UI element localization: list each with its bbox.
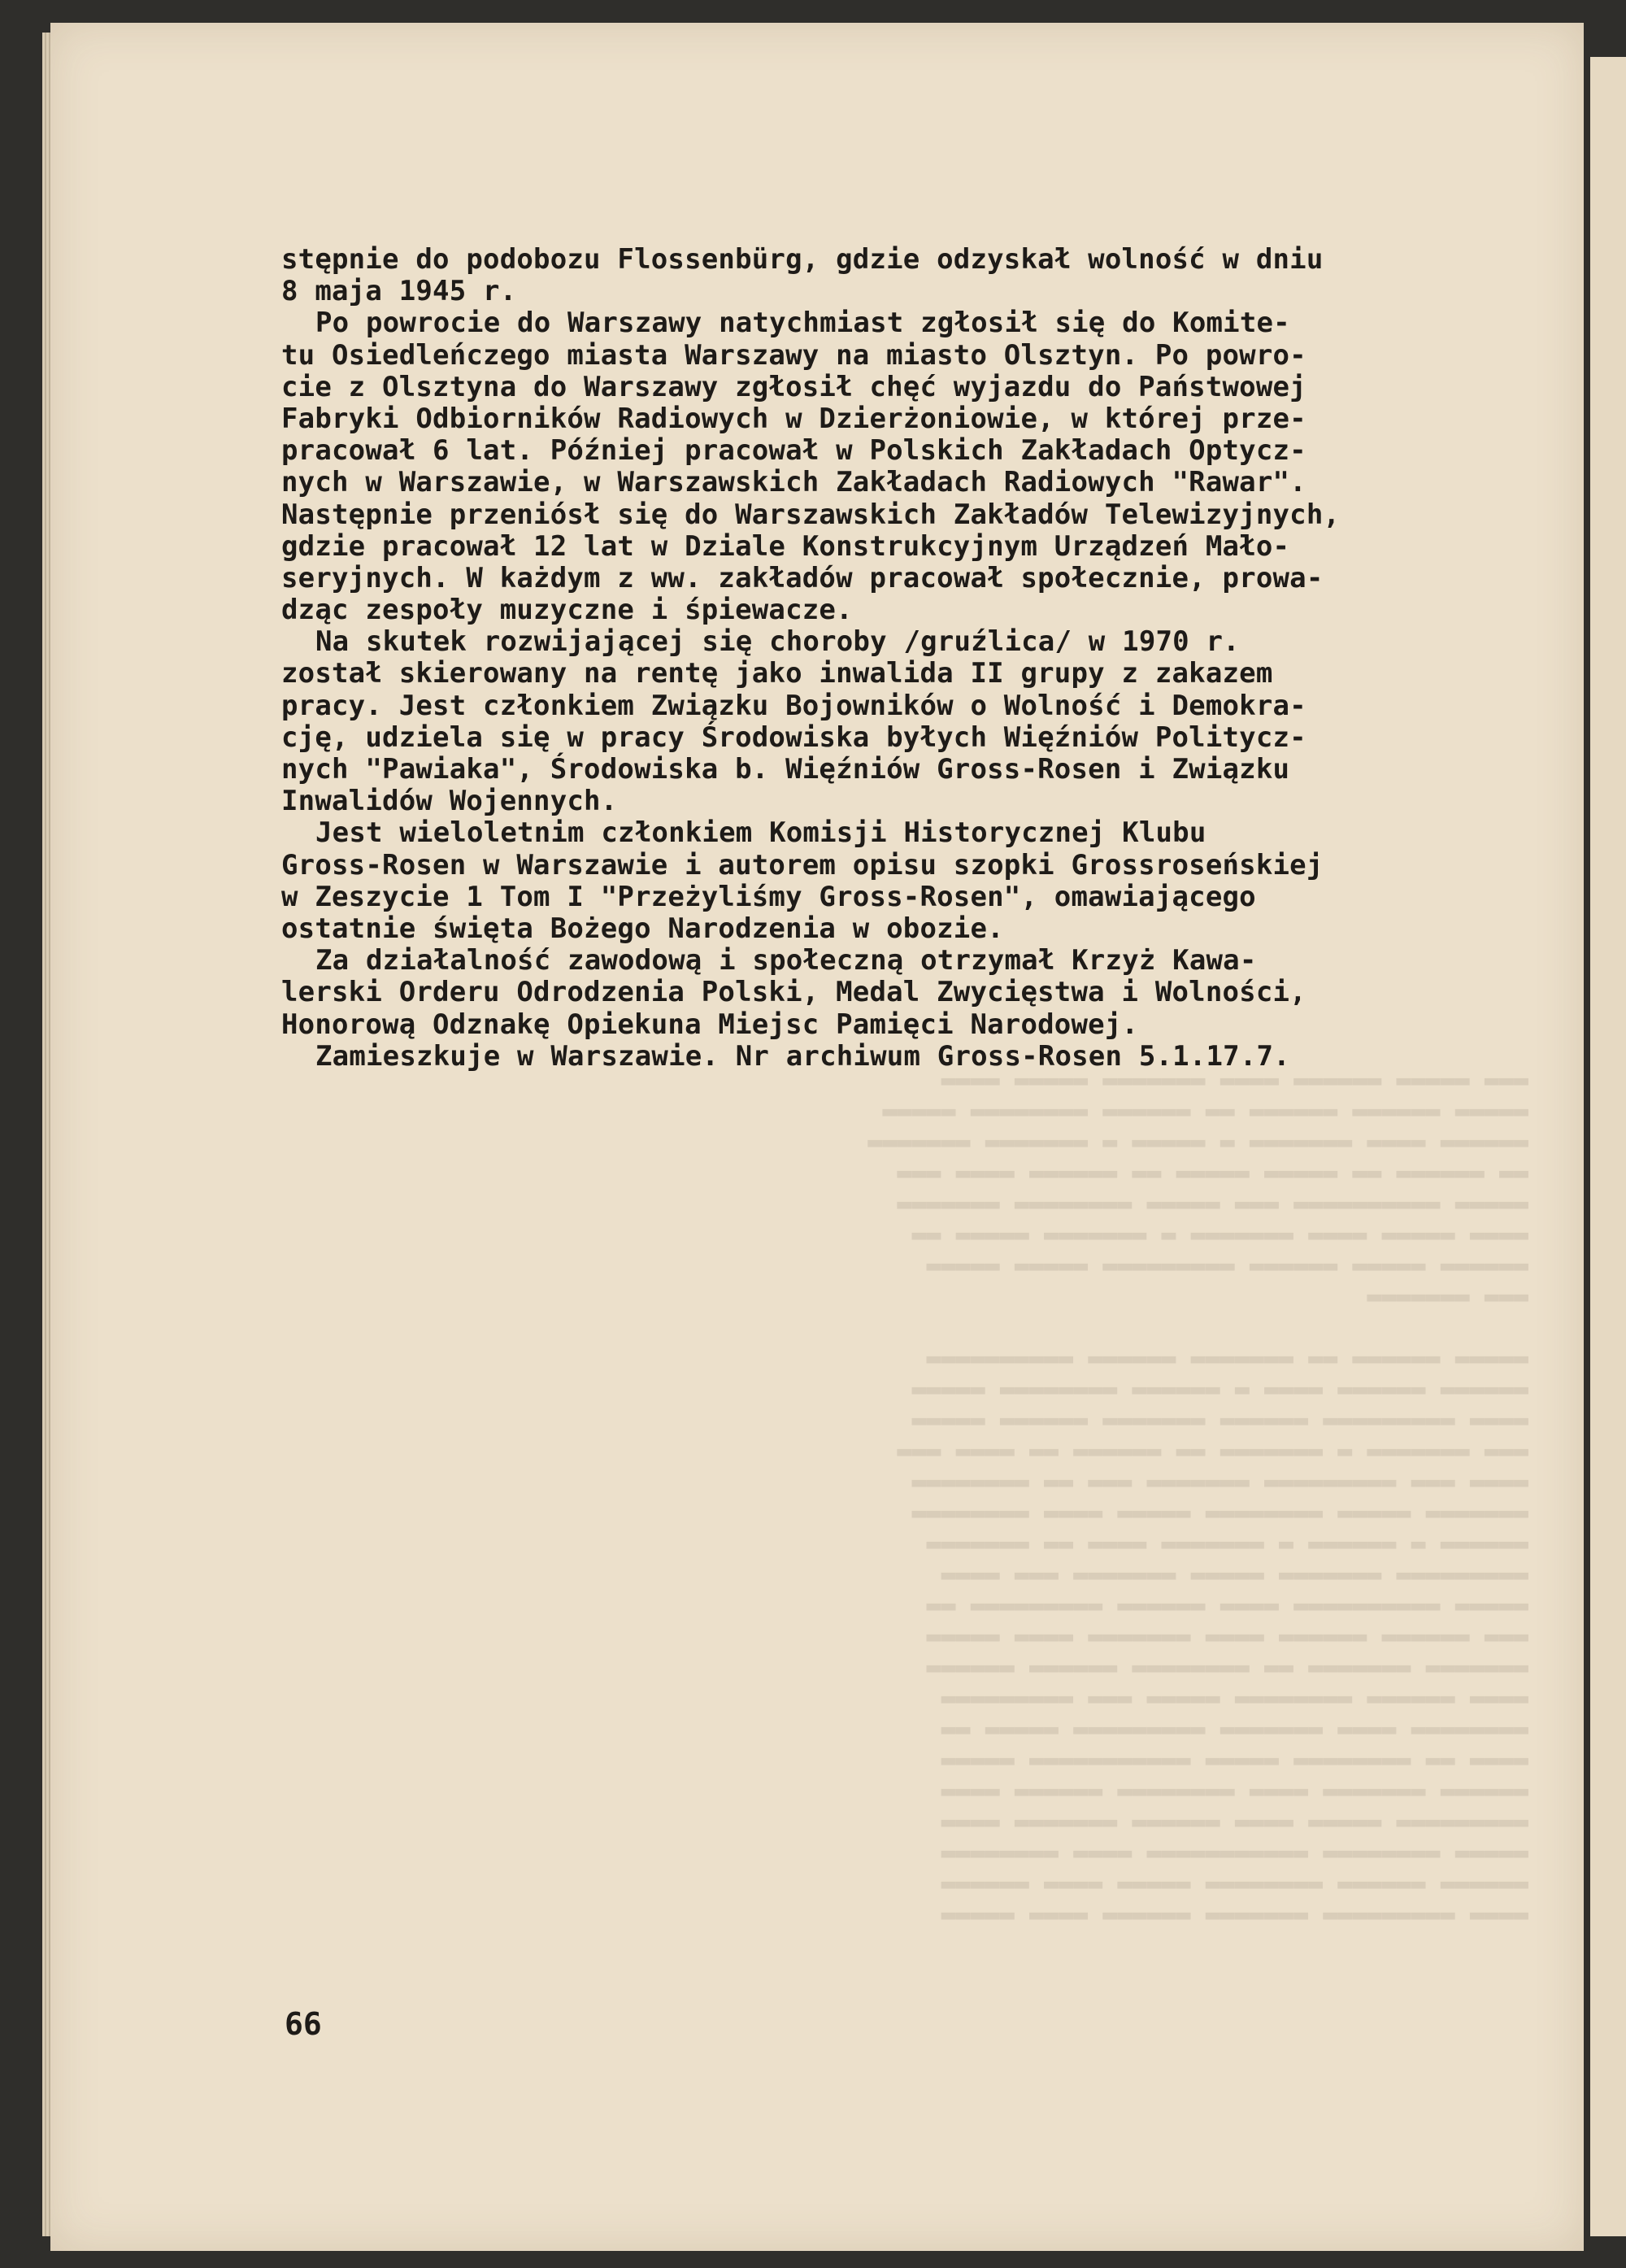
text-line: Honorową Odznakę Opiekuna Miejsc Pamięci Narodowej. — [281, 1008, 1139, 1041]
text-line: cję, udziela się w pracy Środowiska byłych Więźniów Politycz- — [281, 720, 1306, 754]
text-line: gdzie pracował 12 lat w Dziale Konstrukcyjnym Urządzeń Mało- — [281, 529, 1290, 563]
text-line: cie z Olsztyna do Warszawy zgłosił chęć wyjazdu do Państwowej — [281, 370, 1306, 403]
page-number: 66 — [285, 2006, 322, 2042]
text-line: nych w Warszawie, w Warszawskich Zakładach Radiowych "Rawar". — [281, 466, 1306, 499]
text-line: nych "Pawiaka", Środowiska b. Więźniów Gross-Rosen i Związku — [281, 753, 1290, 786]
text-line: lerski Orderu Odrodzenia Polski, Medal Zwycięstwa i Wolności, — [281, 976, 1306, 1009]
text-line: Jest wieloletnim członkiem Komisji Historycznej Klubu — [315, 816, 1206, 850]
text-line: ostatnie święta Bożego Narodzenia w obozie. — [281, 912, 1004, 945]
text-line: seryjnych. W każdym z ww. zakładów pracował społecznie, prowa- — [281, 561, 1324, 594]
text-line: Gross-Rosen w Warszawie i autorem opisu szopki Grossroseńskiej — [281, 848, 1324, 882]
text-line: Inwalidów Wojennych. — [281, 785, 618, 818]
facing-page-edge — [1590, 57, 1626, 2236]
text-line: Fabryki Odbiorników Radiowych w Dzierżoniowie, w której prze- — [281, 402, 1306, 435]
text-line: dząc zespoły muzyczne i śpiewacze. — [281, 594, 853, 627]
body-text — [281, 244, 1533, 1073]
bleed-through-text: ▬▬▬ ▬▬▬▬▬ ▬▬▬▬▬▬ ▬▬▬▬ ▬▬▬▬▬▬▬ ▬▬▬▬▬ ▬▬▬▬ ▬▬▬▬▬ ▬▬▬▬▬▬ ▬▬▬▬▬▬ ▬▬ ▬▬▬▬▬▬ ▬▬▬▬▬▬▬▬ ▬▬▬▬▬ ▬▬▬▬▬▬ ▬▬▬▬ ▬▬▬▬▬▬▬ ▬ ▬▬▬▬▬ ▬ ▬▬▬▬▬▬▬ ▬▬▬▬▬▬▬ ▬▬ ▬▬▬▬▬▬ ▬▬ ▬▬▬▬▬ ▬▬▬▬▬ ▬▬ ▬▬▬▬▬▬ ▬▬▬▬ ▬▬▬ ▬▬▬▬▬ ▬▬▬▬▬▬▬▬▬▬ ▬▬▬ ▬▬▬▬▬ ▬▬▬▬▬▬▬▬ ▬▬▬▬▬▬▬ ▬▬▬▬ ▬▬▬▬▬ ▬▬▬▬ ▬▬▬▬▬▬▬ ▬ ▬▬▬▬▬▬▬ ▬▬▬▬▬ ▬▬ ▬▬▬▬▬▬ ▬▬▬▬▬ ▬▬▬▬▬▬ ▬▬▬▬▬▬▬▬▬ ▬▬▬▬▬ ▬▬▬▬▬ ▬▬▬ ▬▬▬▬▬▬▬ ▬▬▬▬▬ ▬▬▬▬▬▬ ▬▬ ▬▬▬▬▬▬▬ ▬▬▬▬▬▬ ▬▬▬▬▬▬▬▬▬▬ ▬▬▬▬▬▬ ▬▬▬▬▬▬ ▬▬▬▬ ▬ ▬▬▬▬▬▬ ▬▬▬▬▬▬▬▬ ▬▬▬▬▬ ▬▬▬▬ ▬▬▬▬▬▬▬▬▬ ▬▬▬▬▬▬ ▬▬▬▬▬▬▬ ▬▬▬▬▬▬ ▬▬▬▬▬ ▬▬▬ ▬▬▬▬▬▬▬ ▬ ▬▬▬▬▬▬▬ ▬▬ ▬▬▬▬▬▬ ▬▬ ▬▬▬▬ ▬▬▬ ▬▬▬▬ ▬▬▬ ▬▬▬▬▬▬▬▬▬ ▬▬▬▬▬▬▬ ▬▬▬ ▬▬ ▬▬▬▬▬▬▬▬ ▬▬▬▬▬▬▬ ▬▬▬▬▬ ▬▬▬▬▬▬▬▬ ▬▬▬▬▬ ▬▬▬▬ ▬▬▬▬▬▬▬▬ ▬▬▬▬▬▬ ▬ ▬▬▬▬▬▬ ▬ ▬▬▬▬▬▬▬ ▬▬▬▬ ▬▬ ▬▬▬▬▬▬▬ ▬▬▬▬▬▬▬▬▬ ▬▬▬▬▬▬▬ ▬▬▬▬▬ ▬▬▬▬▬▬▬ ▬▬▬ ▬▬▬▬ ▬▬▬▬▬ ▬▬▬▬▬▬▬▬▬▬ ▬▬▬▬ ▬▬▬▬▬▬ ▬▬▬▬▬▬▬▬▬ ▬▬ ▬▬▬ ▬▬▬▬▬▬ ▬▬▬▬▬▬ ▬▬▬▬ ▬▬▬▬▬▬▬ ▬▬▬▬ ▬▬▬▬▬ ▬▬▬▬▬▬▬ ▬▬▬▬▬▬▬ ▬▬ ▬▬▬▬▬▬▬▬ ▬▬▬▬▬▬ ▬▬▬▬▬▬ ▬▬▬▬ ▬▬▬▬▬▬ ▬▬▬▬▬▬▬▬ ▬▬▬▬▬ ▬▬▬ ▬▬▬▬▬▬▬▬▬ ▬▬▬▬▬▬▬▬ ▬▬▬▬ ▬▬▬▬▬▬▬ ▬▬▬▬▬▬▬▬▬ ▬▬▬▬▬ ▬▬ ▬▬▬▬ ▬▬ ▬▬▬▬▬▬▬▬ ▬▬▬▬▬ ▬▬▬▬▬▬▬▬▬▬▬ ▬▬▬▬▬ ▬▬▬▬▬▬ ▬▬▬▬▬▬▬ ▬▬▬▬ ▬▬▬▬▬▬▬▬ ▬▬▬▬▬▬ ▬▬▬▬ ▬▬▬▬▬▬▬▬▬ ▬▬▬▬▬ ▬▬▬▬ ▬▬▬▬▬▬ ▬▬▬▬▬▬▬ ▬▬▬▬ ▬▬▬▬▬ ▬▬▬▬▬▬▬▬ ▬▬▬▬▬▬▬▬▬▬▬ ▬▬▬▬ ▬▬▬▬▬▬▬▬ ▬▬▬▬▬▬ ▬▬▬▬▬▬ ▬▬▬▬▬▬▬▬ ▬▬▬▬▬ ▬▬▬▬ ▬▬▬▬▬▬ ▬▬▬▬ ▬▬▬▬▬▬▬▬▬ ▬▬▬▬▬▬▬ ▬▬▬▬▬▬ ▬▬▬▬ ▬▬▬▬▬ — [867, 1066, 1528, 1929]
text-line: Zamieszkuje w Warszawie. Nr archiwum Gross-Rosen 5.1.17.7. — [315, 1039, 1290, 1073]
text-line: stępnie do podobozu Flossenbürg, gdzie odzyskał wolność w dniu — [281, 243, 1324, 276]
text-line: pracował 6 lat. Później pracował w Polskich Zakładach Optycz- — [281, 434, 1306, 468]
text-line: Za działalność zawodową i społeczną otrzymał Krzyż Kawa- — [315, 944, 1257, 977]
text-line: Na skutek rozwijającej się choroby /gruźlica/ w 1970 r. — [315, 625, 1240, 659]
text-line: pracy. Jest członkiem Związku Bojowników o Wolność i Demokra- — [281, 689, 1306, 722]
text-line: został skierowany na rentę jako inwalida II grupy z zakazem — [281, 657, 1273, 690]
text-line: Następnie przeniósł się do Warszawskich Zakładów Telewizyjnych, — [281, 498, 1341, 531]
text-line: 8 maja 1945 r. — [281, 275, 517, 308]
text-line: tu Osiedleńczego miasta Warszawy na miasto Olsztyn. Po powro- — [281, 338, 1306, 372]
text-line: w Zeszycie 1 Tom I "Przeżyliśmy Gross-Rosen", omawiającego — [281, 880, 1256, 913]
text-line: Po powrocie do Warszawy natychmiast zgłosił się do Komite- — [315, 307, 1290, 340]
